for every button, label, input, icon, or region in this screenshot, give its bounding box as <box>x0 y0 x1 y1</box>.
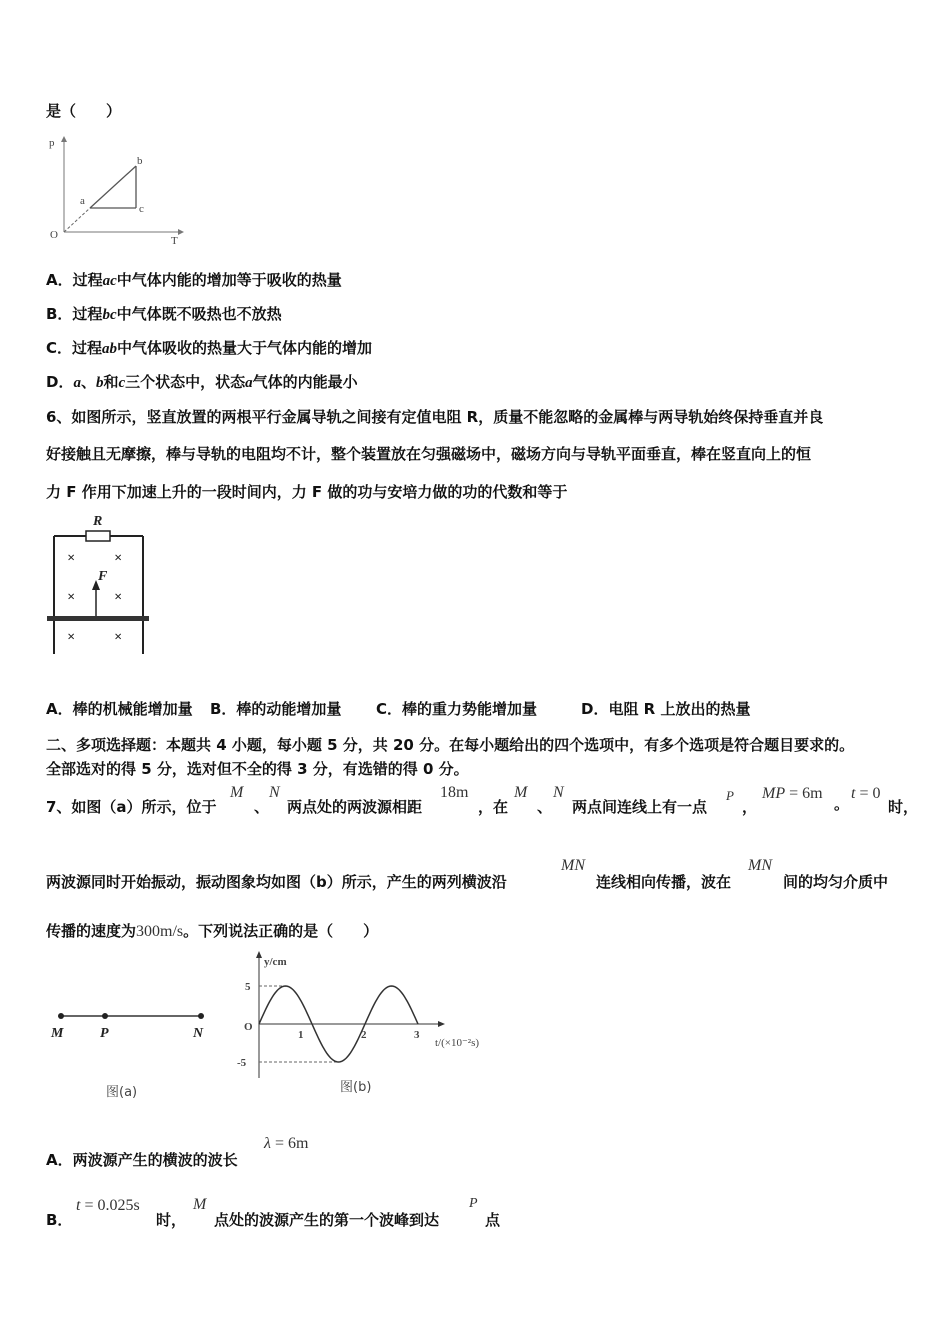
q7-var-M: M <box>514 784 528 801</box>
q6-rail-figure <box>44 510 154 660</box>
q7-figure-b-chart <box>228 948 518 1100</box>
q7-var-N: N <box>269 784 280 801</box>
resistor-label: R <box>93 514 103 529</box>
q7-option-a-text: A．两波源产生的横波的波长 <box>46 1151 238 1169</box>
q7-text: 点处的波源产生的第一个波峰到达 <box>214 1211 440 1229</box>
x-tick-label: 1 <box>298 1029 304 1041</box>
q6-option-a: A．棒的机械能增加量 <box>46 700 193 718</box>
q7-text: 间的均匀介质中 <box>783 873 889 891</box>
q6-option-d: D．电阻 R 上放出的热量 <box>581 700 751 718</box>
q7-text: 、 <box>254 798 270 816</box>
point-b-label: b <box>137 155 143 167</box>
field-cross: × <box>67 630 75 645</box>
q7-mp-equation: MP = 6m <box>762 785 823 802</box>
field-cross: × <box>67 551 75 566</box>
y-axis-label: y/cm <box>264 956 287 968</box>
q7-text: 时， <box>156 1211 187 1229</box>
origin-label: O <box>50 229 58 241</box>
q5-option-d: D．a、b和c三个状态中，状态a气体的内能最小 <box>46 373 358 391</box>
q6-stem-line-3: 力 F 作用下加速上升的一段时间内，力 F 做的功与安培力做的功的代数和等于 <box>46 483 568 501</box>
metal-rod <box>47 616 149 621</box>
q5-pt-graph <box>44 134 184 246</box>
q7-var-MN: MN <box>561 857 585 874</box>
label-M: M <box>51 1026 64 1041</box>
y-tick-label: 5 <box>245 981 251 993</box>
section-2-scoring: 全部选对的得 5 分，选对但不全的得 3 分，有选错的得 0 分。 <box>46 760 469 778</box>
q6-stem-line-1: 6、如图所示，竖直放置的两根平行金属导轨之间接有定值电阻 R，质量不能忽略的金属棒与两导轨始终保持垂直并良 <box>46 408 824 426</box>
q5-option-b: B．过程bc中气体既不吸热也不放热 <box>46 305 282 323</box>
section-2-heading: 二、多项选择题：本题共 4 小题，每小题 5 分，共 20 分。在每小题给出的四个选项中，有多个选项是符合题目要求的。 <box>46 736 855 754</box>
q7-text: 两点处的两波源相距 <box>287 798 423 816</box>
q7-option-b-prefix: B． <box>46 1211 73 1229</box>
q7-text: 。 <box>834 795 850 813</box>
label-N: N <box>193 1026 204 1041</box>
label-P: P <box>100 1026 109 1041</box>
figure-b-caption: 图(b) <box>340 1080 372 1095</box>
q7-text: 两波源同时开始振动，振动图象均如图（b）所示，产生的两列横波沿 <box>46 873 507 891</box>
q7-text: 连线相向传播，波在 <box>596 873 732 891</box>
p-axis-label: p <box>49 137 55 149</box>
q7-var-P: P <box>726 788 734 803</box>
q7-var-N: N <box>553 784 564 801</box>
field-cross: × <box>67 590 75 605</box>
point-P <box>102 1013 108 1019</box>
q7-var-MN: MN <box>748 857 772 874</box>
q6-option-b: B．棒的动能增加量 <box>210 700 342 718</box>
t-axis-label: t/(×10⁻²s) <box>435 1037 480 1049</box>
q7-text: 时， <box>888 798 919 816</box>
field-cross: × <box>114 551 122 566</box>
field-cross: × <box>114 590 122 605</box>
q7-option-b-math: t = 0.025s <box>76 1197 140 1214</box>
x-tick-label: 2 <box>361 1029 367 1041</box>
q7-text: 点 <box>485 1211 501 1229</box>
q7-text: ， <box>742 798 758 816</box>
q6-option-c: C．棒的重力势能增加量 <box>376 700 538 718</box>
q5-option-c: C．过程ab中气体吸收的热量大于气体内能的增加 <box>46 339 373 357</box>
q7-var-P: P <box>469 1196 478 1211</box>
q7-var-M: M <box>193 1196 207 1213</box>
q7-t-equation: t = 0 <box>851 785 881 802</box>
point-M <box>58 1013 64 1019</box>
dashed-extension <box>64 208 90 232</box>
q5-option-a: A．过程ac中气体内能的增加等于吸收的热量 <box>46 271 342 289</box>
q6-stem-line-2: 好接触且无摩擦，棒与导轨的电阻均不计，整个装置放在匀强磁场中，磁场方向与导轨平面垂直，棒在竖直向上的恒 <box>46 445 812 463</box>
force-label: F <box>98 569 108 584</box>
q7-option-a-math: λ = 6m <box>264 1135 309 1152</box>
q7-text: 7、如图（a）所示，位于 <box>46 798 217 816</box>
point-N <box>198 1013 204 1019</box>
resistor <box>86 531 110 541</box>
process-ab <box>90 166 136 208</box>
field-cross: × <box>114 630 122 645</box>
figure-a-caption: 图(a) <box>106 1085 138 1100</box>
q7-text: ，在 <box>478 798 509 816</box>
q7-distance: 18m <box>440 784 469 801</box>
y-tick-label: -5 <box>237 1057 247 1069</box>
q7-figure-a <box>44 1000 224 1110</box>
q7-line-3: 传播的速度为300m/s。下列说法正确的是（ ） <box>46 922 379 940</box>
q7-var-M: M <box>230 784 244 801</box>
point-a-label: a <box>80 195 85 207</box>
q7-text: 、 <box>537 798 553 816</box>
point-c-label: c <box>139 203 144 215</box>
q7-text: 两点间连线上有一点 <box>572 798 708 816</box>
q5-stem-tail: 是（ ） <box>46 102 122 120</box>
origin-label: O <box>244 1021 253 1033</box>
t-axis-label: T <box>171 235 178 246</box>
x-tick-label: 3 <box>414 1029 420 1041</box>
